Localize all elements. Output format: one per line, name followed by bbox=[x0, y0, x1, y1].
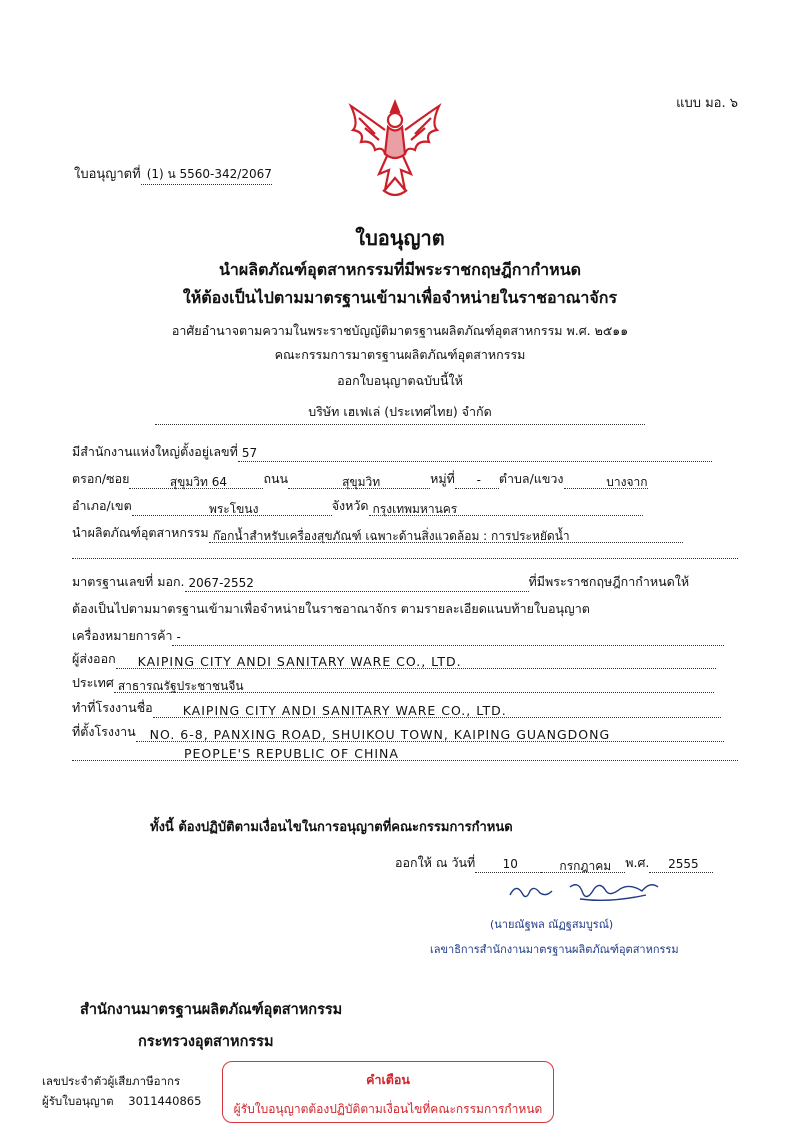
title-line-3: ให้ต้องเป็นไปตามมาตรฐานเข้ามาเพื่อจำหน่ายในราชอาณาจักร bbox=[182, 288, 618, 307]
hq-row bbox=[72, 442, 712, 460]
signature bbox=[470, 873, 700, 913]
signer-title: เลขาธิการสำนักงานมาตรฐานผลิตภัณฑ์อุตสาหกรรม bbox=[430, 943, 679, 956]
location-value-1: NO. 6-8, PANXING ROAD, SHUIKOU TOWN, KAIPING GUANGDONG bbox=[136, 727, 724, 742]
trademark-row bbox=[72, 626, 724, 644]
tax-id-label: เลขประจำตัวผู้เสียภาษีอากร bbox=[42, 1074, 181, 1088]
title-line-2: นำผลิตภัณฑ์อุตสาหกรรมที่มีพระราชกฤษฎีกากำหนด bbox=[218, 260, 582, 279]
license-number-row bbox=[74, 163, 272, 185]
country-value: สาธารณรัฐประชาชนจีน bbox=[114, 677, 714, 693]
signer-name: (นายณัฐพล ณัฏฐสมบูรณ์) bbox=[490, 918, 614, 931]
country-row bbox=[72, 673, 714, 691]
company-name: บริษัท เฮเฟเล่ (ประเทศไทย) จำกัด bbox=[155, 402, 645, 425]
tambon-label: ตำบล/แขวง bbox=[498, 471, 564, 486]
country-label: ประเทศ bbox=[72, 675, 114, 690]
warning-box bbox=[222, 1061, 554, 1123]
trademark-value: - bbox=[172, 630, 724, 646]
factory-label: ทำที่โรงงานชื่อ bbox=[72, 700, 153, 715]
license-number-label: ใบอนุญาตที่ bbox=[74, 167, 141, 182]
tambon-value: บางจาก bbox=[564, 473, 648, 489]
issue-day: 10 bbox=[475, 857, 541, 873]
license-number-value: (1) น 5560-342/2067 bbox=[141, 165, 272, 185]
tax-id-label-2: ผู้รับใบอนุญาต bbox=[42, 1094, 114, 1108]
amphoe-value: พระโขนง bbox=[132, 500, 332, 516]
authority-line: อาศัยอำนาจตามความในพระราชบัญญัติมาตรฐานผลิตภัณฑ์อุตสาหกรรม พ.ศ. ๒๕๑๑ bbox=[171, 323, 629, 338]
garuda-emblem bbox=[345, 94, 445, 204]
issuing-office: สำนักงานมาตรฐานผลิตภัณฑ์อุตสาหกรรม bbox=[80, 1002, 343, 1018]
product-label: นำผลิตภัณฑ์อุตสาหกรรม bbox=[72, 525, 209, 540]
form-number: แบบ มอ. ๖ bbox=[676, 96, 738, 111]
issue-date-label: ออกให้ ณ วันที่ bbox=[395, 855, 476, 870]
road-value: สุขุมวิท bbox=[288, 473, 430, 489]
location-label: ที่ตั้งโรงงาน bbox=[72, 724, 136, 739]
committee-line: คณะกรรมการมาตรฐานผลิตภัณฑ์อุตสาหกรรม bbox=[274, 347, 526, 362]
province-label: จังหวัด bbox=[331, 498, 369, 513]
location-row-2 bbox=[72, 746, 738, 764]
district-row bbox=[72, 496, 643, 514]
location-row bbox=[72, 722, 724, 740]
product-value: ก๊อกน้ำสำหรับเครื่องสุขภัณฑ์ เฉพาะด้านสิ่งแวดล้อม : การประหยัดน้ำ bbox=[209, 527, 683, 543]
location-value-2: PEOPLE'S REPUBLIC OF CHINA bbox=[72, 746, 738, 761]
issue-year: 2555 bbox=[649, 857, 713, 873]
hq-label: มีสำนักงานแห่งใหญ่ตั้งอยู่เลขที่ bbox=[72, 444, 238, 459]
blank-line bbox=[72, 558, 738, 559]
warning-title: คำเตือน bbox=[366, 1072, 410, 1087]
tax-id-value: 3011440865 bbox=[128, 1094, 202, 1108]
moo-label: หมู่ที่ bbox=[430, 471, 455, 486]
soi-label: ตรอก/ซอย bbox=[72, 471, 130, 486]
moo-value: - bbox=[455, 473, 499, 489]
document-title: ใบอนุญาต bbox=[355, 226, 445, 250]
standard-row bbox=[72, 572, 689, 590]
notice-text: ทั้งนี้ ต้องปฏิบัติตามเงื่อนไขในการอนุญาตที่คณะกรรมการกำหนด bbox=[150, 820, 513, 835]
issue-year-label: พ.ศ. bbox=[625, 855, 650, 870]
road-label: ถนน bbox=[263, 471, 289, 486]
conform-line: ต้องเป็นไปตามมาตรฐานเข้ามาเพื่อจำหน่ายในราชอาณาจักร ตามรายละเอียดแนบท้ายใบอนุญาต bbox=[72, 601, 590, 616]
issue-date-row bbox=[395, 853, 713, 873]
ministry-name: กระทรวงอุตสาหกรรม bbox=[138, 1034, 274, 1050]
exporter-value: KAIPING CITY ANDI SANITARY WARE CO., LTD. bbox=[116, 654, 716, 669]
product-row bbox=[72, 523, 683, 541]
standard-value: 2067-2552 bbox=[185, 576, 529, 592]
exporter-row bbox=[72, 649, 716, 667]
factory-row bbox=[72, 698, 721, 716]
standard-label: มาตรฐานเลขที่ มอก. bbox=[72, 574, 185, 589]
soi-value: สุขุมวิท 64 bbox=[129, 473, 263, 489]
factory-value: KAIPING CITY ANDI SANITARY WARE CO., LTD. bbox=[153, 703, 721, 718]
issue-intro-line: ออกใบอนุญาตฉบับนี้ให้ bbox=[337, 373, 463, 388]
exporter-label: ผู้ส่งออก bbox=[72, 651, 116, 666]
tax-id-row bbox=[42, 1093, 201, 1111]
standard-tail: ที่มีพระราชกฤษฎีกากำหนดให้ bbox=[528, 574, 690, 589]
amphoe-label: อำเภอ/เขต bbox=[72, 498, 132, 513]
trademark-label: เครื่องหมายการค้า bbox=[72, 628, 173, 643]
hq-value: 57 bbox=[238, 446, 712, 462]
address-row bbox=[72, 469, 648, 487]
province-value: กรุงเทพมหานคร bbox=[369, 500, 643, 516]
warning-text: ผู้รับใบอนุญาตต้องปฏิบัติตามเงื่อนไขที่คณะกรรมการกำหนด bbox=[233, 1102, 543, 1116]
issue-month: กรกฎาคม bbox=[541, 857, 625, 873]
